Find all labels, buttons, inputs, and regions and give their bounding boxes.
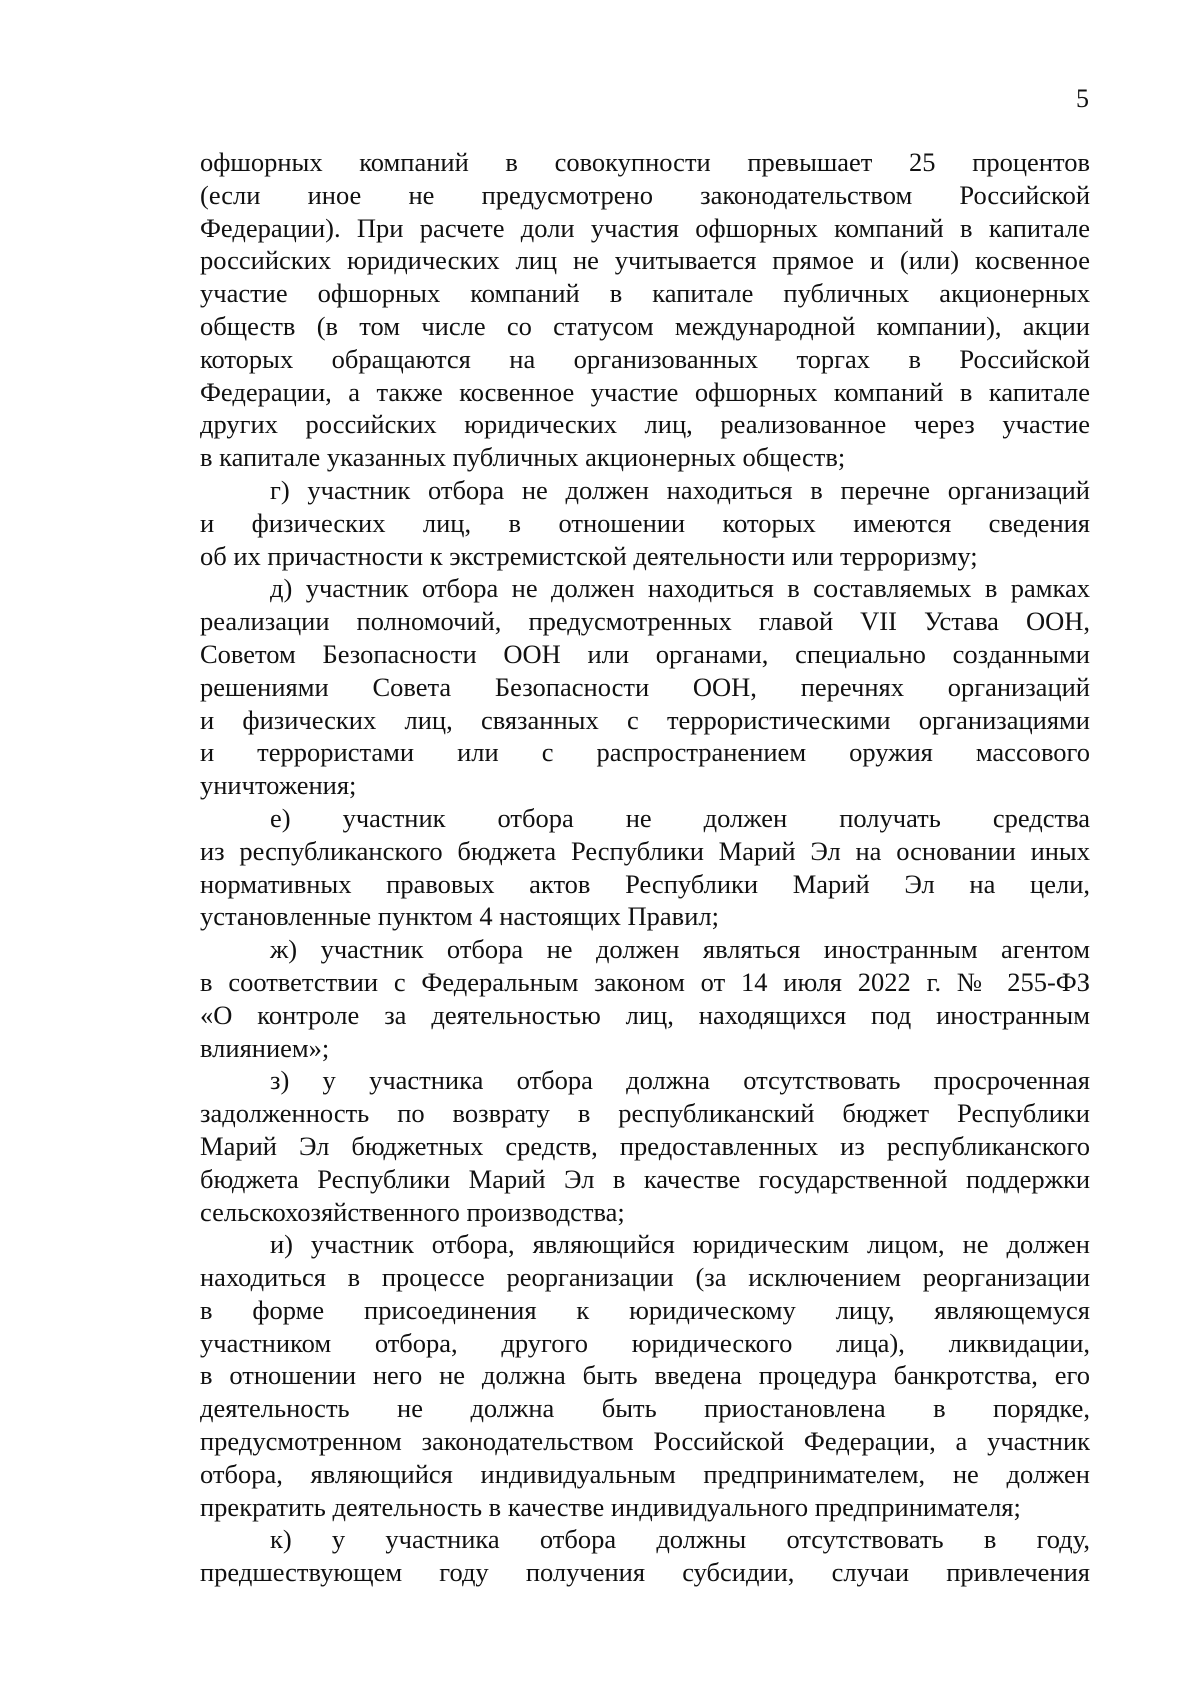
text-line: и) участник отбора, являющийся юридическим лицом, не должен <box>270 1229 1090 1260</box>
text-line: г) участник отбора не должен находиться в перечне организаций <box>270 474 1090 505</box>
text-line: об их причастности к экстремистской деятельности или терроризму; <box>200 540 978 571</box>
paragraph-item-z <box>200 1064 1090 1228</box>
text-line: участие офшорных компаний в капитале публичных акционерных <box>200 278 1090 309</box>
paragraph-item-i <box>200 1228 1090 1523</box>
text-line: в соответствии с Федеральным законом от 14 июля 2022 г. № 255-ФЗ <box>200 966 1090 997</box>
paragraph-item-d <box>200 572 1090 802</box>
text-line: прекратить деятельность в качестве индивидуального предпринимателя; <box>200 1491 1021 1522</box>
text-line: которых обращаются на организованных торгах в Российской <box>200 343 1090 374</box>
text-line: (если иное не предусмотрено законодательством Российской <box>200 179 1090 210</box>
text-line: сельскохозяйственного производства; <box>200 1196 625 1227</box>
text-line: деятельность не должна быть приостановлена в порядке, <box>200 1393 1090 1424</box>
text-line: нормативных правовых актов Республики Марий Эл на цели, <box>200 868 1090 899</box>
text-line: в капитале указанных публичных акционерных обществ; <box>200 442 846 473</box>
text-line: обществ (в том числе со статусом международной компании), акции <box>200 310 1090 341</box>
document-body <box>200 146 1090 1589</box>
text-line: в форме присоединения к юридическому лицу, являющемуся <box>200 1294 1090 1325</box>
text-line: отбора, являющийся индивидуальным предпринимателем, не должен <box>200 1458 1090 1489</box>
text-line: бюджета Республики Марий Эл в качестве государственной поддержки <box>200 1163 1090 1194</box>
text-line: и террористами или с распространением оружия массового <box>200 737 1090 768</box>
text-line: установленные пунктом 4 настоящих Правил; <box>200 901 719 932</box>
paragraph-offshore-continuation <box>200 146 1090 474</box>
text-line: задолженность по возврату в республиканский бюджет Республики <box>200 1098 1090 1129</box>
text-line: е) участник отбора не должен получать средства <box>270 802 1090 833</box>
text-line: находиться в процессе реорганизации (за исключением реорганизации <box>200 1262 1090 1293</box>
text-line: офшорных компаний в совокупности превышает 25 процентов <box>200 147 1090 177</box>
text-line: уничтожения; <box>200 770 357 801</box>
text-line: предшествующем году получения субсидии, случаи привлечения <box>200 1557 1090 1588</box>
paragraph-item-e <box>200 802 1090 933</box>
text-line: Федерации, а также косвенное участие офшорных компаний в капитале <box>200 376 1090 407</box>
text-line: д) участник отбора не должен находиться в составляемых в рамках <box>270 573 1090 604</box>
text-line: российских юридических лиц не учитывается прямое и (или) косвенное <box>200 245 1090 276</box>
text-line: и физических лиц, в отношении которых имеются сведения <box>200 507 1090 538</box>
text-line: участником отбора, другого юридического лица), ликвидации, <box>200 1327 1090 1358</box>
text-line: в отношении него не должна быть введена процедура банкротства, его <box>200 1360 1090 1391</box>
text-line: ж) участник отбора не должен являться иностранным агентом <box>270 934 1090 965</box>
paragraph-item-k <box>200 1523 1090 1589</box>
text-line: предусмотренном законодательством Российской Федерации, а участник <box>200 1426 1090 1457</box>
text-line: з) у участника отбора должна отсутствовать просроченная <box>270 1065 1090 1096</box>
paragraph-item-zh <box>200 933 1090 1064</box>
text-line: реализации полномочий, предусмотренных главой VII Устава ООН, <box>200 606 1090 637</box>
text-line: Советом Безопасности ООН или органами, специально созданными <box>200 638 1090 669</box>
text-line: к) у участника отбора должны отсутствовать в году, <box>270 1524 1090 1555</box>
text-line: и физических лиц, связанных с террористическими организациями <box>200 704 1090 735</box>
text-line: из республиканского бюджета Республики Марий Эл на основании иных <box>200 835 1090 866</box>
text-line: влиянием»; <box>200 1032 330 1063</box>
text-line: Марий Эл бюджетных средств, предоставленных из республиканского <box>200 1130 1090 1161</box>
text-line: других российских юридических лиц, реализованное через участие <box>200 409 1090 440</box>
page-number: 5 <box>1076 84 1089 113</box>
text-line: «О контроле за деятельностью лиц, находящихся под иностранным <box>200 999 1090 1030</box>
text-line: решениями Совета Безопасности ООН, перечнях организаций <box>200 671 1090 702</box>
paragraph-item-g <box>200 474 1090 572</box>
text-line: Федерации). При расчете доли участия офшорных компаний в капитале <box>200 212 1090 243</box>
